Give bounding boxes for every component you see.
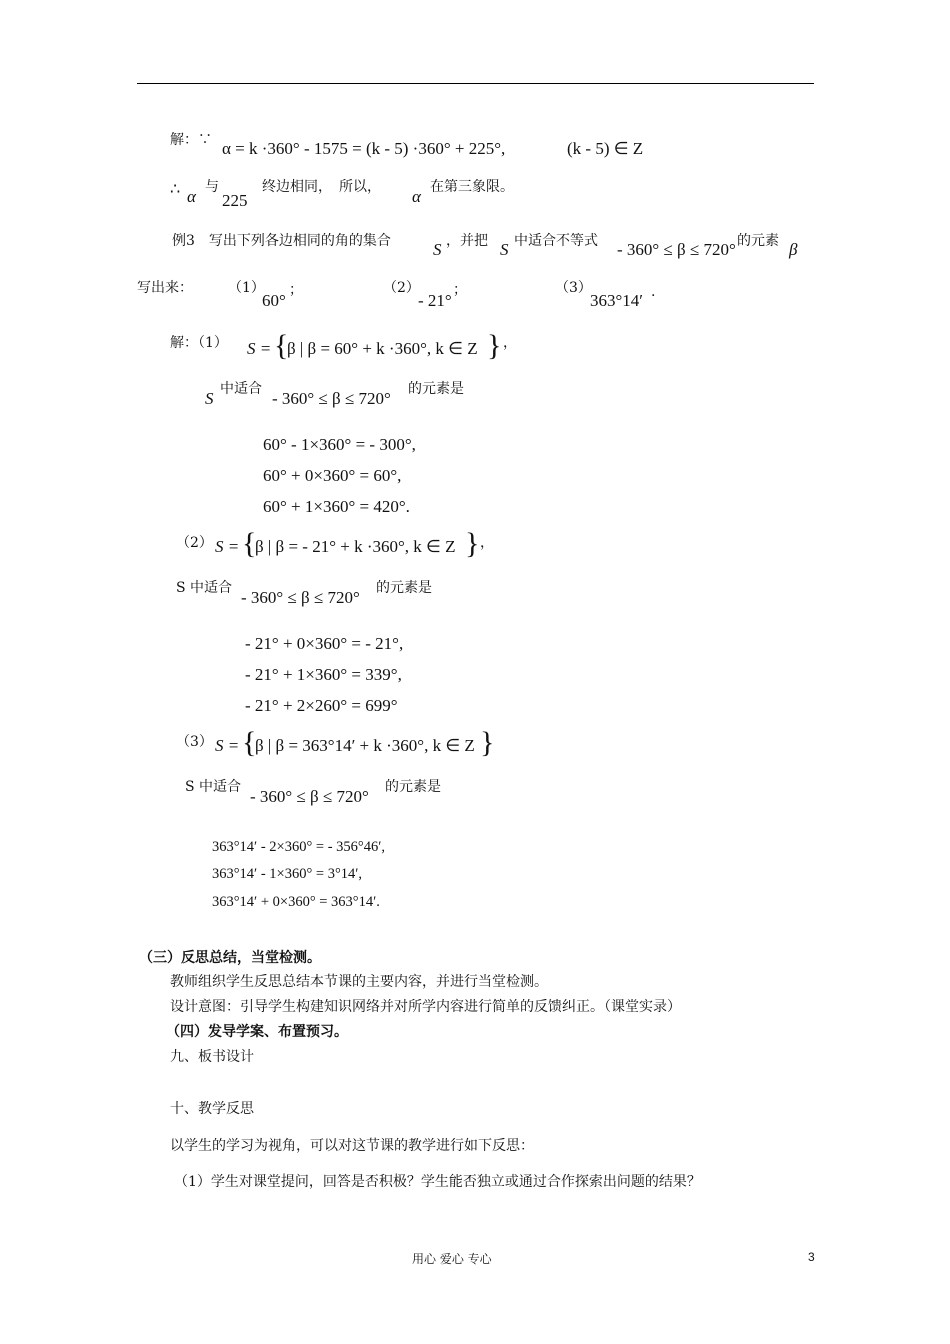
part2-sub-ineq: - 360° ≤ β ≤ 720° — [241, 588, 360, 607]
left-brace: { — [274, 329, 289, 362]
section3-heading: （三）反思总结，当堂检测。 — [139, 950, 321, 966]
section10-p1: 以学生的学习为视角，可以对这节课的教学进行如下反思： — [170, 1138, 534, 1154]
part1-set-left: S = — [247, 339, 272, 358]
solution-label: 解：∵ — [170, 132, 212, 148]
part1-sub-ineq: - 360° ≤ β ≤ 720° — [272, 389, 391, 408]
inequality: - 360° ≤ β ≤ 720° — [617, 240, 736, 259]
part2-set-left: S = — [215, 537, 240, 556]
example3-line2: 写出来： — [137, 280, 193, 296]
item1-val: 60° — [262, 291, 286, 310]
part2-sub-tail: 的元素是 — [376, 580, 432, 596]
part1-result-1: 60° - 1×360° = - 300°, — [263, 435, 416, 454]
item2-num: （2） — [383, 280, 420, 296]
part1-label: 解：（1） — [170, 335, 228, 351]
right-brace: } — [487, 329, 502, 362]
part3-sub-tail: 的元素是 — [385, 779, 441, 795]
part3-sub-text: S 中适合 — [185, 779, 242, 795]
part3-set-content: β | β = 363°14′ + k ·360°, k ∈ Z — [255, 736, 475, 755]
item1-num: （1） — [228, 280, 265, 296]
right-brace: } — [480, 726, 495, 759]
section9-heading: 九、板书设计 — [170, 1049, 254, 1065]
footer-text: 用心 爱心 专心 — [412, 1252, 492, 1266]
item2-val: - 21° — [418, 291, 452, 310]
item3-val: 363°14′ — [590, 291, 644, 310]
part1-sub-s: S — [205, 389, 214, 408]
right-brace: } — [465, 527, 480, 560]
part3-result-1: 363°14′ - 2×360° = - 356°46′, — [212, 839, 386, 855]
coterminal-text: 终边相同， 所以， — [262, 179, 381, 195]
example3-mid: ，并把 — [446, 233, 488, 249]
section4-heading: （四）发导学案、布置预习。 — [166, 1024, 348, 1040]
part3-sub-ineq: - 360° ≤ β ≤ 720° — [250, 787, 369, 806]
part3-result-3: 363°14′ + 0×360° = 363°14′. — [212, 894, 380, 910]
left-brace: { — [242, 527, 257, 560]
part1-set-content: β | β = 60° + k ·360°, k ∈ Z — [287, 339, 478, 358]
part3-result-2: 363°14′ - 1×360° = 3°14′, — [212, 866, 363, 882]
part2-set-content: β | β = - 21° + k ·360°, k ∈ Z — [255, 537, 456, 556]
part1-sub-text: 中适合 — [220, 381, 262, 397]
angle-225: 225 — [222, 191, 248, 210]
part1-result-3: 60° + 1×360° = 420°. — [263, 497, 410, 516]
section3-p2: 设计意图：引导学生构建知识网络并对所学内容进行简单的反馈纠正。（课堂实录） — [170, 999, 681, 1015]
item3-num: （3） — [555, 280, 592, 296]
quadrant-text: 在第三象限。 — [430, 179, 514, 195]
section10-heading: 十、教学反思 — [170, 1101, 254, 1117]
example3-tail: 的元素 — [737, 233, 779, 249]
page-number: 3 — [808, 1250, 815, 1264]
set-s: S — [433, 240, 442, 259]
part2-label: （2） — [176, 535, 213, 551]
equation-alpha: α = k ·360° - 1575 = (k - 5) ·360° + 225°, — [222, 139, 506, 158]
alpha-symbol: α — [187, 187, 196, 206]
item3-sep: . — [651, 284, 656, 300]
left-brace: { — [242, 726, 257, 759]
section3-p1: 教师组织学生反思总结本节课的主要内容，并进行当堂检测。 — [170, 974, 548, 990]
with-text: 与 — [205, 179, 219, 195]
set-s-2: S — [500, 240, 509, 259]
part1-sub-tail: 的元素是 — [408, 381, 464, 397]
part2-result-1: - 21° + 0×360° = - 21°, — [245, 634, 404, 653]
part3-label: （3） — [176, 734, 213, 750]
part1-result-2: 60° + 0×360° = 60°, — [263, 466, 402, 485]
part2-set-tail: ， — [480, 535, 494, 551]
item2-sep: ； — [453, 282, 467, 298]
therefore-symbol: ∴ — [170, 179, 181, 198]
part2-sub-text: S 中适合 — [176, 580, 233, 596]
part2-result-2: - 21° + 1×360° = 339°, — [245, 665, 402, 684]
example3-label: 例3 写出下列各边相同的角的集合 — [172, 233, 391, 249]
part2-result-3: - 21° + 2×260° = 699° — [245, 696, 398, 715]
part1-set-tail: ， — [503, 335, 517, 351]
section10-p2: （1）学生对课堂提问，回答是否积极？学生能否独立或通过合作探索出问题的结果？ — [174, 1174, 701, 1190]
beta-symbol: β — [789, 240, 798, 259]
part3-set-left: S = — [215, 736, 240, 755]
equation-condition: (k - 5) ∈ Z — [567, 139, 644, 158]
header-rule — [137, 83, 814, 84]
item1-sep: ； — [289, 282, 303, 298]
alpha-symbol-2: α — [412, 187, 421, 206]
example3-mid2: 中适合不等式 — [514, 233, 598, 249]
